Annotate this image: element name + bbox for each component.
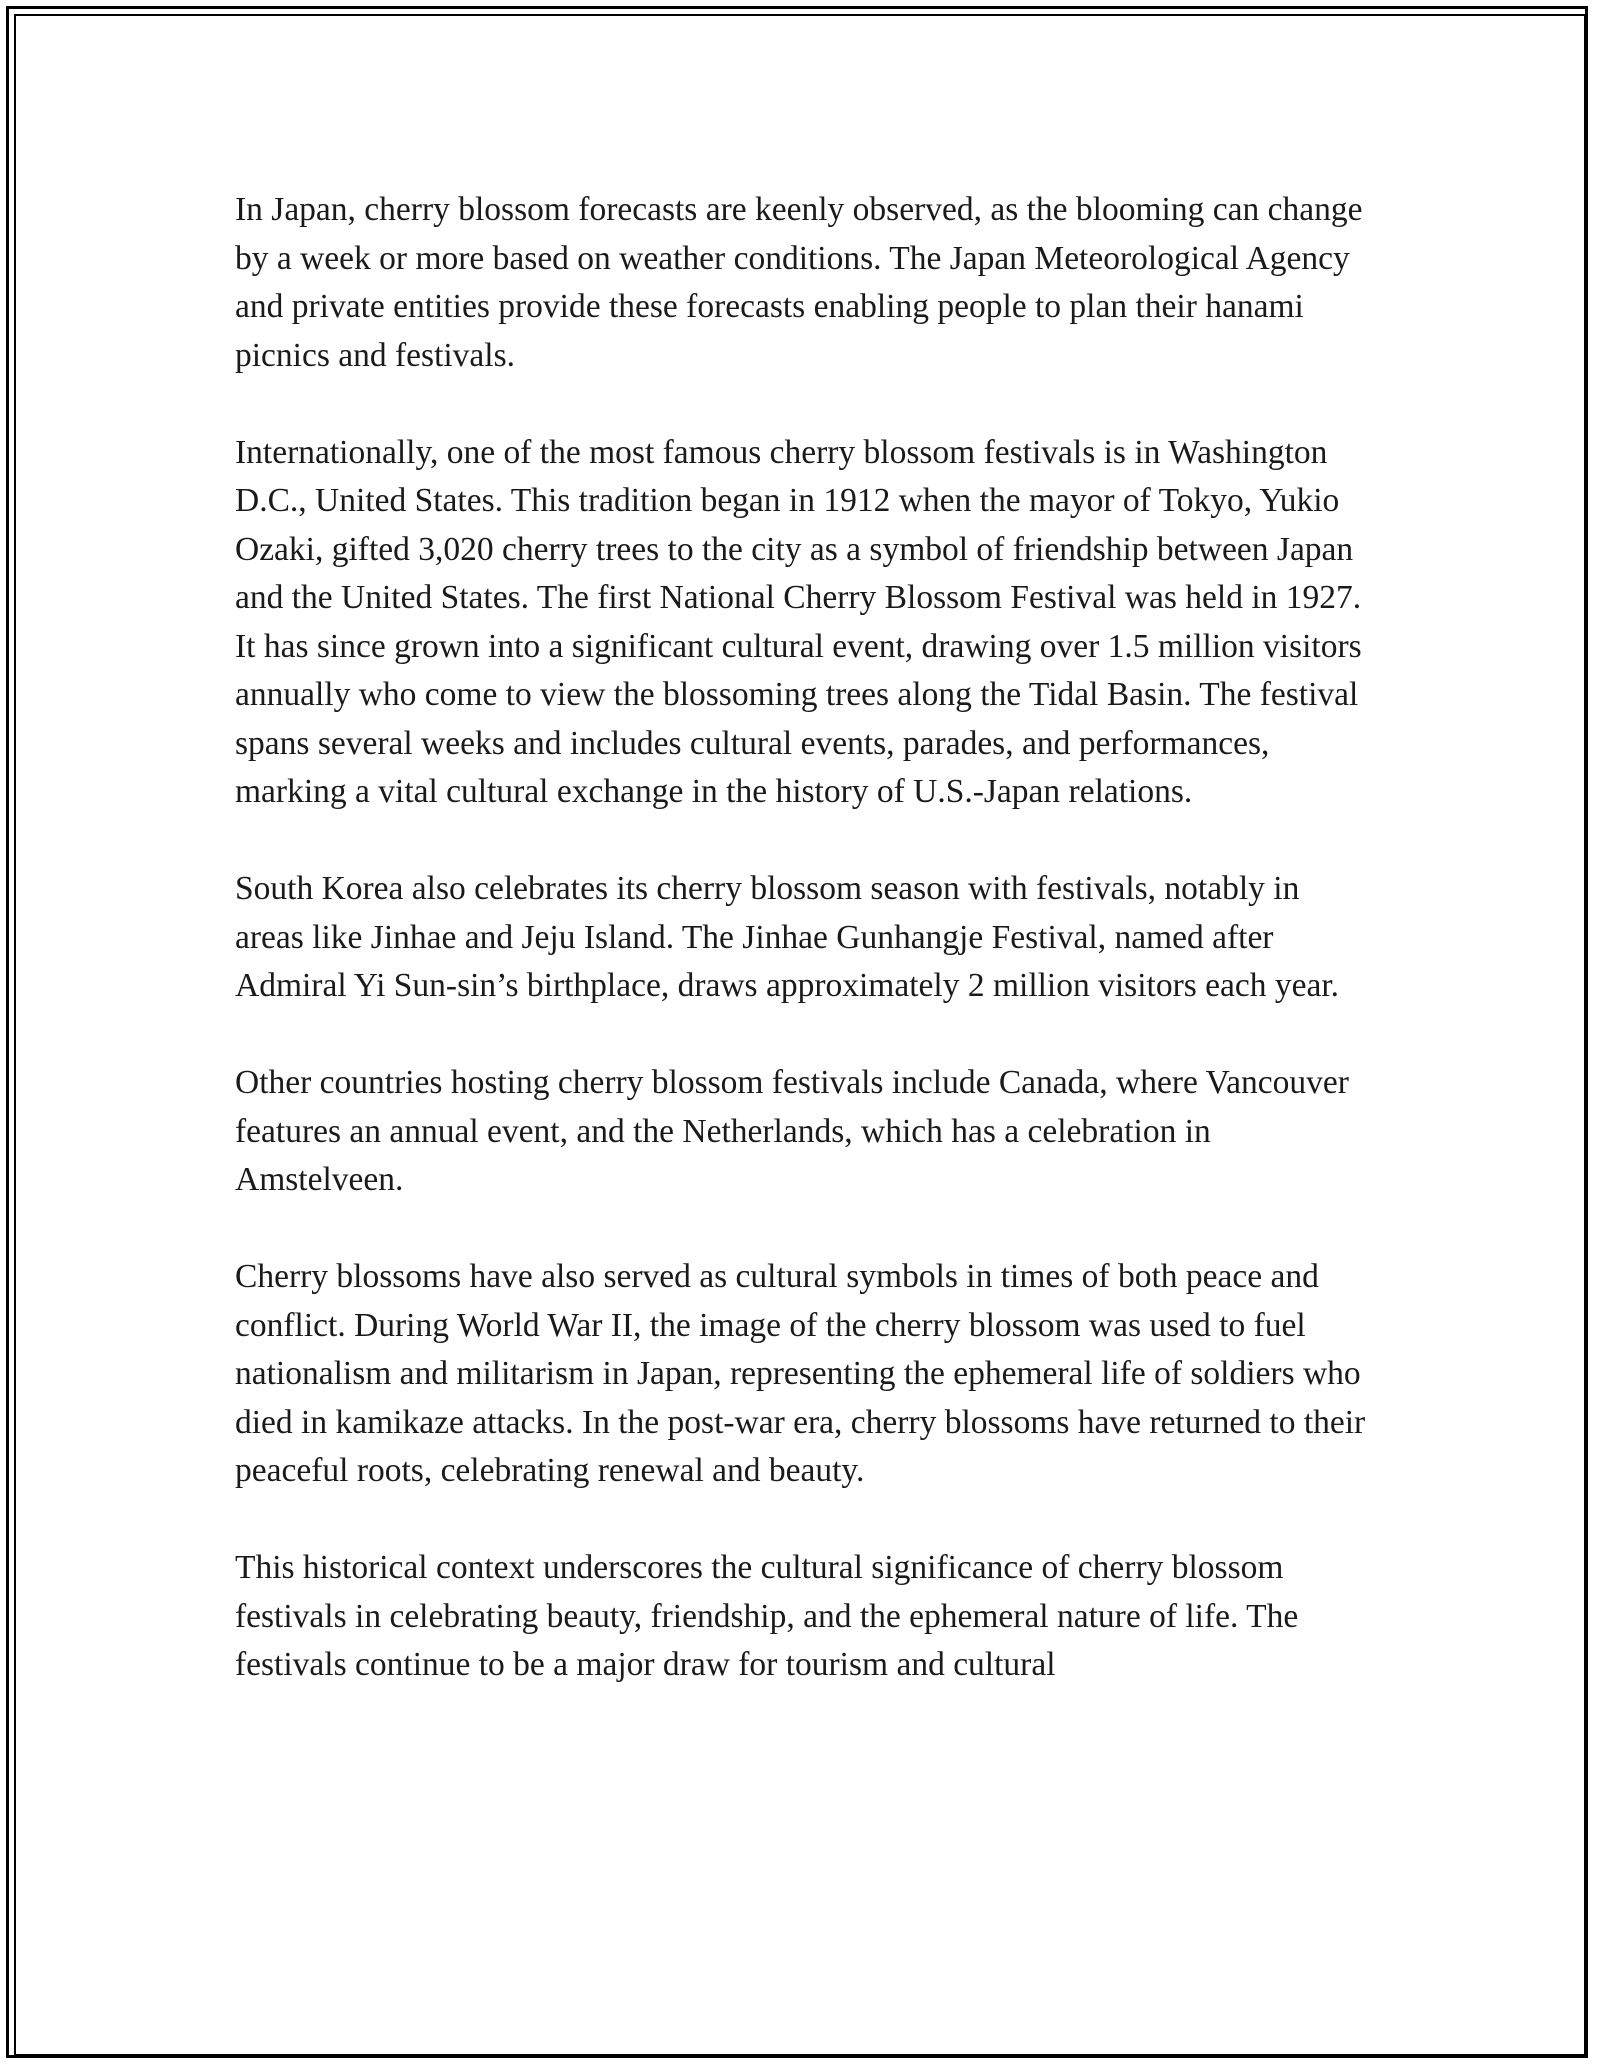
paragraph-war-and-peace: Cherry blossoms have also served as cultural symbols in times of both peace and conflict. During World War II, the image of the cherry blossom was used to fuel nationalism and militarism in Japan, representing the ephemeral life of soldiers who died in kamikaze attacks. In the post-war era, cherry blossoms have returned to their peaceful roots, celebrating renewal and beauty. — [235, 1258, 1366, 1489]
paragraph-other-countries: Other countries hosting cherry blossom festivals include Canada, where Vancouver features an annual event, and the Netherlands, which has a celebration in Amstelveen. — [235, 1064, 1349, 1198]
paragraph-south-korea: South Korea also celebrates its cherry blossom season with festivals, notably in areas like Jinhae and Jeju Island. The Jinhae Gunhangje Festival, named after Admiral Yi Sun-sin’s birthplace, draws approximately 2 million visitors each year. — [235, 870, 1340, 1004]
paragraph-japan-forecasts: In Japan, cherry blossom forecasts are keenly observed, as the blooming can change by a week or more based on weather conditions. The Japan Meteorological Agency and private entities provide these forecasts enabling people to plan their hanami picnics and festivals. — [235, 191, 1363, 374]
document-body — [235, 186, 1375, 1738]
paragraph-washington-festival: Internationally, one of the most famous cherry blossom festivals is in Washington D.C., United States. This tradition began in 1912 when the mayor of Tokyo, Yukio Ozaki, gifted 3,020 cherry trees to the city as a symbol of friendship between Japan and the United States. The first National Cherry Blossom Festival was held in 1927. It has since grown into a significant cultural event, drawing over 1.5 million visitors annually who come to view the blossoming trees along the Tidal Basin. The festival spans several weeks and includes cultural events, parades, and performances, marking a vital cultural exchange in the history of U.S.-Japan relations. — [235, 433, 1362, 810]
paragraph-historical-context: This historical context underscores the cultural significance of cherry blossom festivals in celebrating beauty, friendship, and the ephemeral nature of life. The festivals continue to be a major draw for tourism and cultural — [235, 1549, 1299, 1683]
